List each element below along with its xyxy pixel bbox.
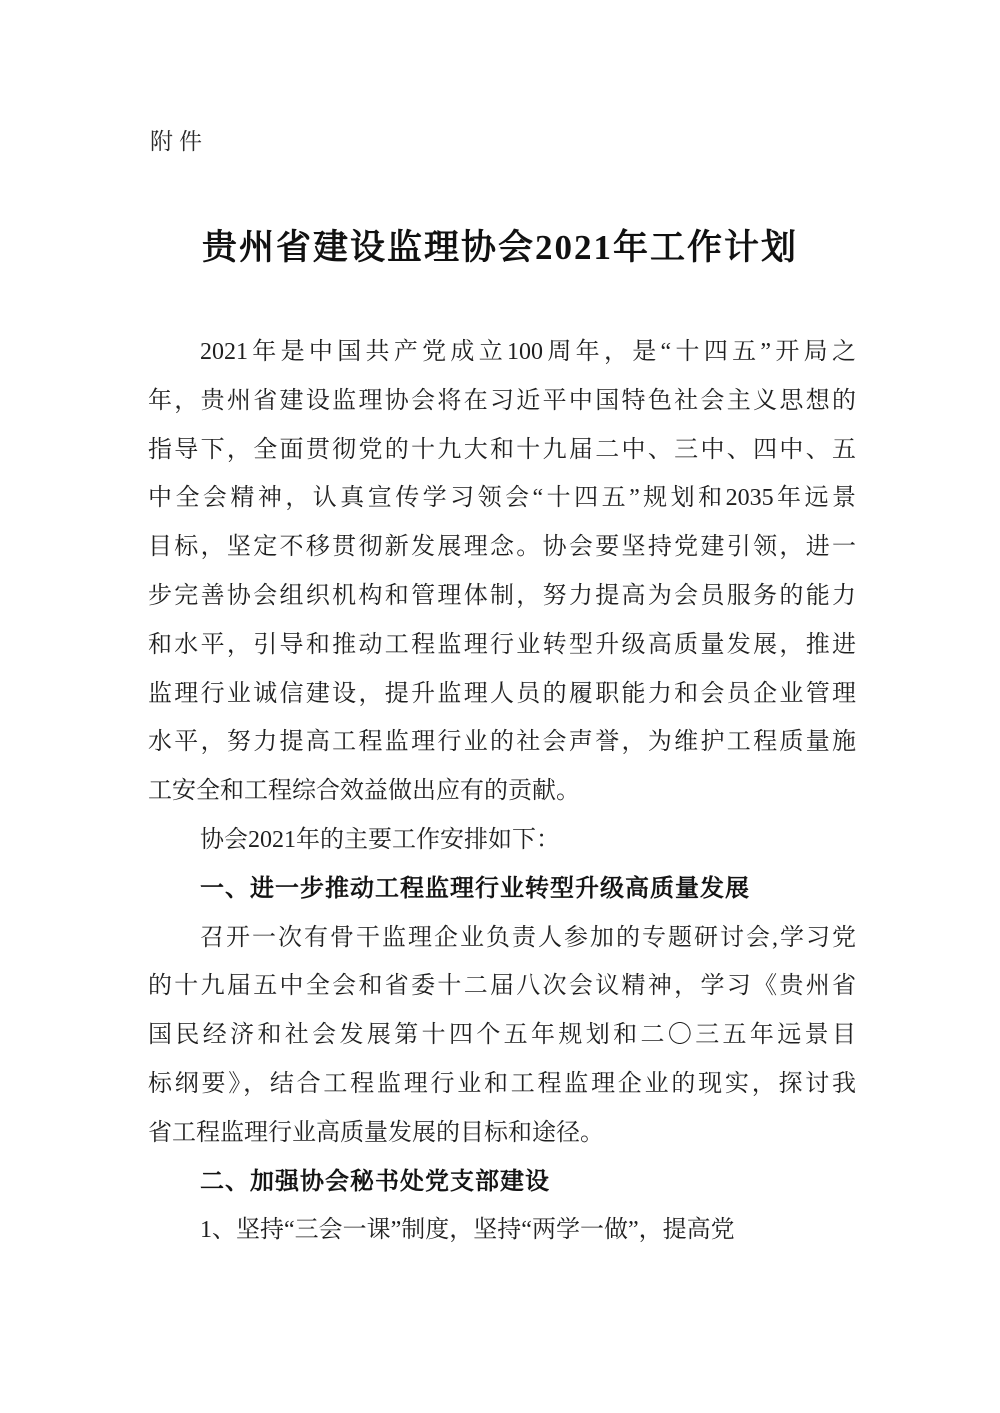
section-heading [148, 865, 856, 914]
text-line: 步完善协会组织机构和管理体制，努力提高为会员服务的能力 [148, 582, 856, 609]
text-line: 中全会精神，认真宣传学习领会“十四五”规划和2035年远景 [148, 485, 856, 512]
body-paragraph [148, 1206, 856, 1255]
text-line: 工安全和工程综合效益做出应有的贡献。 [148, 778, 580, 805]
text-line: 的十九届五中全会和省委十二届八次会议精神，学习《贵州省 [148, 973, 856, 1000]
text-line: 国民经济和社会发展第十四个五年规划和二〇三五年远景目 [148, 1022, 856, 1049]
body-paragraph [148, 328, 856, 816]
page-title: 贵州省建设监理协会2021年工作计划 [201, 228, 798, 267]
text-line: 监理行业诚信建设，提升监理人员的履职能力和会员企业管理 [148, 680, 856, 707]
text-line: 二、加强协会秘书处党支部建设 [200, 1167, 550, 1195]
text-line: 标纲要》，结合工程监理行业和工程监理企业的现实，探讨我 [148, 1070, 856, 1097]
text-line: 2021年是中国共产党成立100周年，是“十四五”开局之 [200, 339, 856, 365]
text-line: 年，贵州省建设监理协会将在习近平中国特色社会主义思想的 [148, 387, 856, 414]
document-body [148, 328, 856, 1255]
text-line: 指导下，全面贯彻党的十九大和十九届二中、三中、四中、五 [148, 436, 856, 463]
text-line: 和水平，引导和推动工程监理行业转型升级高质量发展，推进 [148, 631, 856, 658]
text-line: 目标，坚定不移贯彻新发展理念。协会要坚持党建引领，进一 [148, 534, 856, 561]
text-line: 水平，努力提高工程监理行业的社会声誉，为维护工程质量施 [148, 729, 856, 756]
section-heading [148, 1158, 856, 1207]
text-line: 协会2021年的主要工作安排如下： [200, 826, 560, 853]
body-paragraph [148, 816, 856, 865]
text-line: 一、进一步推动工程监理行业转型升级高质量发展 [200, 874, 750, 902]
text-line: 召开一次有骨干监理企业负责人参加的专题研讨会,学习党 [200, 924, 856, 951]
text-line: 1、坚持“三会一课”制度，坚持“两学一做”，提高党 [200, 1217, 735, 1244]
body-paragraph [148, 914, 856, 1158]
attachment-label: 附件 [150, 129, 208, 154]
text-line: 省工程监理行业高质量发展的目标和途径。 [148, 1119, 604, 1146]
